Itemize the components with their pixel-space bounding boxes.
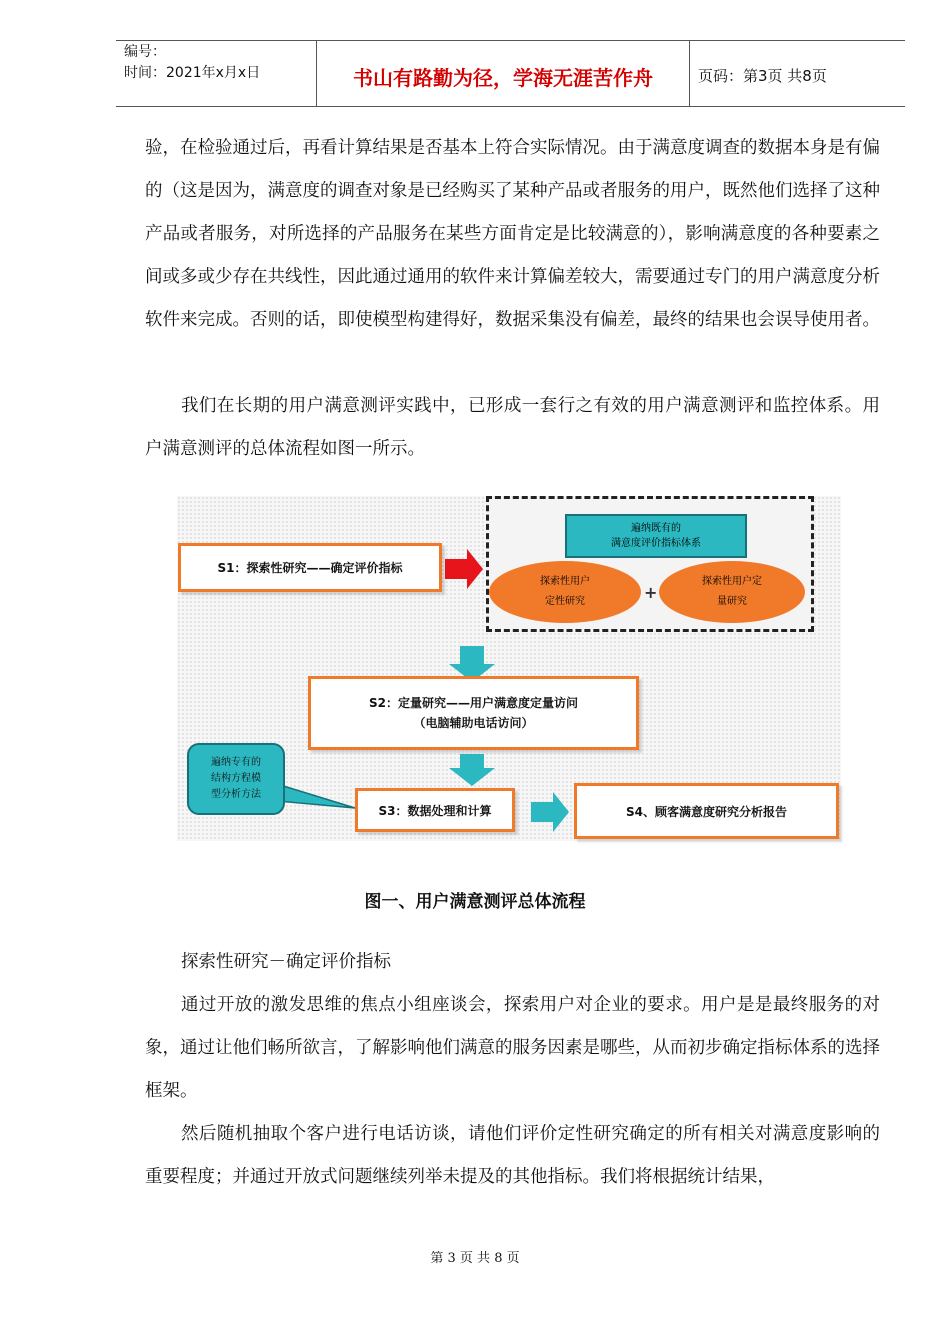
step-s2-box	[308, 676, 639, 750]
teal-box-line-2: 满意度评价指标体系	[611, 538, 701, 549]
paragraph-2: 我们在长期的用户满意测评实践中，已形成一套行之有效的用户满意测评和监控体系。用户满意测评的总体流程如图一所示。	[145, 396, 880, 459]
callout-line-1: 遍纳专有的	[211, 757, 261, 768]
callout-pointer-icon	[277, 784, 355, 808]
down-arrow-icon	[449, 754, 495, 786]
sem-method-callout	[187, 743, 285, 815]
right-arrow-icon	[531, 792, 569, 832]
step-s1-box	[178, 543, 442, 592]
header-page-number: 页码：第3页 共8页	[698, 67, 827, 85]
paragraph-4: 然后随机抽取个客户进行电话访谈，请他们评价定性研究确定的所有相关对满意度影响的重要程度；并通过开放式问题继续列举未提及的其他指标。我们将根据统计结果，	[145, 1124, 880, 1187]
callout-line-3: 型分析方法	[211, 789, 261, 800]
step-s4-label: S4、顾客满意度研究分析报告	[626, 804, 787, 819]
step-s2-line-1: S2：定量研究——用户满意度定量访问	[369, 696, 578, 710]
step-s3-label: S3：数据处理和计算	[378, 803, 492, 818]
paragraph-1: 验，在检验通过后，再看计算结果是否基本上符合实际情况。由于满意度调查的数据本身是有偏的（这是因为，满意度的调查对象是已经购买了某种产品或者服务的用户，既然他们选择了这种产品或者服务，对所选择的产品服务在某些方面肯定是比较满意的），影响满意度的各种要素之间或多或少存在共线性，因此通过通用的软件来计算偏差较大，需要通过专门的用户满意度分析软件来完成。否则的话，即使模型构建得好，数据采集没有偏差，最终的结果也会误导使用者。	[145, 138, 880, 330]
step-s3-box	[355, 788, 515, 832]
flow-figure	[177, 496, 841, 841]
plus-icon: +	[644, 583, 658, 602]
header-divider-2	[689, 40, 690, 107]
step-s1-label: S1：探索性研究——确定评价指标	[217, 561, 403, 575]
header-number: 编号：	[124, 44, 166, 60]
qualitative-research-ellipse	[489, 561, 641, 623]
header-divider-1	[316, 40, 317, 107]
s1-detail-group	[486, 496, 814, 632]
figure-caption: 图一、用户满意测评总体流程	[364, 892, 586, 912]
teal-box-line-1: 遍纳既有的	[631, 523, 681, 534]
red-arrow-icon	[445, 549, 483, 589]
ellipse-left-line-2: 定性研究	[545, 596, 585, 607]
page-footer: 第 3 页 共 8 页	[430, 1251, 520, 1266]
ellipse-right-line-2: 量研究	[717, 596, 747, 607]
step-s2-line-2: （电脑辅助电话访问）	[413, 716, 534, 730]
section-heading: 探索性研究－确定评价指标	[181, 952, 391, 972]
header-top-rule	[116, 40, 905, 41]
header-meta	[124, 42, 260, 84]
existing-index-system-box	[565, 514, 747, 558]
step-s4-box	[574, 783, 839, 839]
ellipse-right-line-1: 探索性用户定	[702, 576, 762, 587]
ellipse-left-line-1: 探索性用户	[540, 576, 590, 587]
paragraph-3: 通过开放的激发思维的焦点小组座谈会，探索用户对企业的要求。用户是是最终服务的对象，通过让他们畅所欲言，了解影响他们满意的服务因素是哪些，从而初步确定指标体系的选择框架。	[145, 995, 880, 1101]
header-time: 时间：2021年x月x日	[124, 65, 261, 81]
callout-line-2: 结构方程模	[211, 773, 261, 784]
quantitative-research-ellipse	[659, 561, 805, 623]
header-slogan: 书山有路勤为径，学海无涯苦作舟	[353, 66, 653, 90]
header-bottom-rule	[116, 106, 905, 107]
